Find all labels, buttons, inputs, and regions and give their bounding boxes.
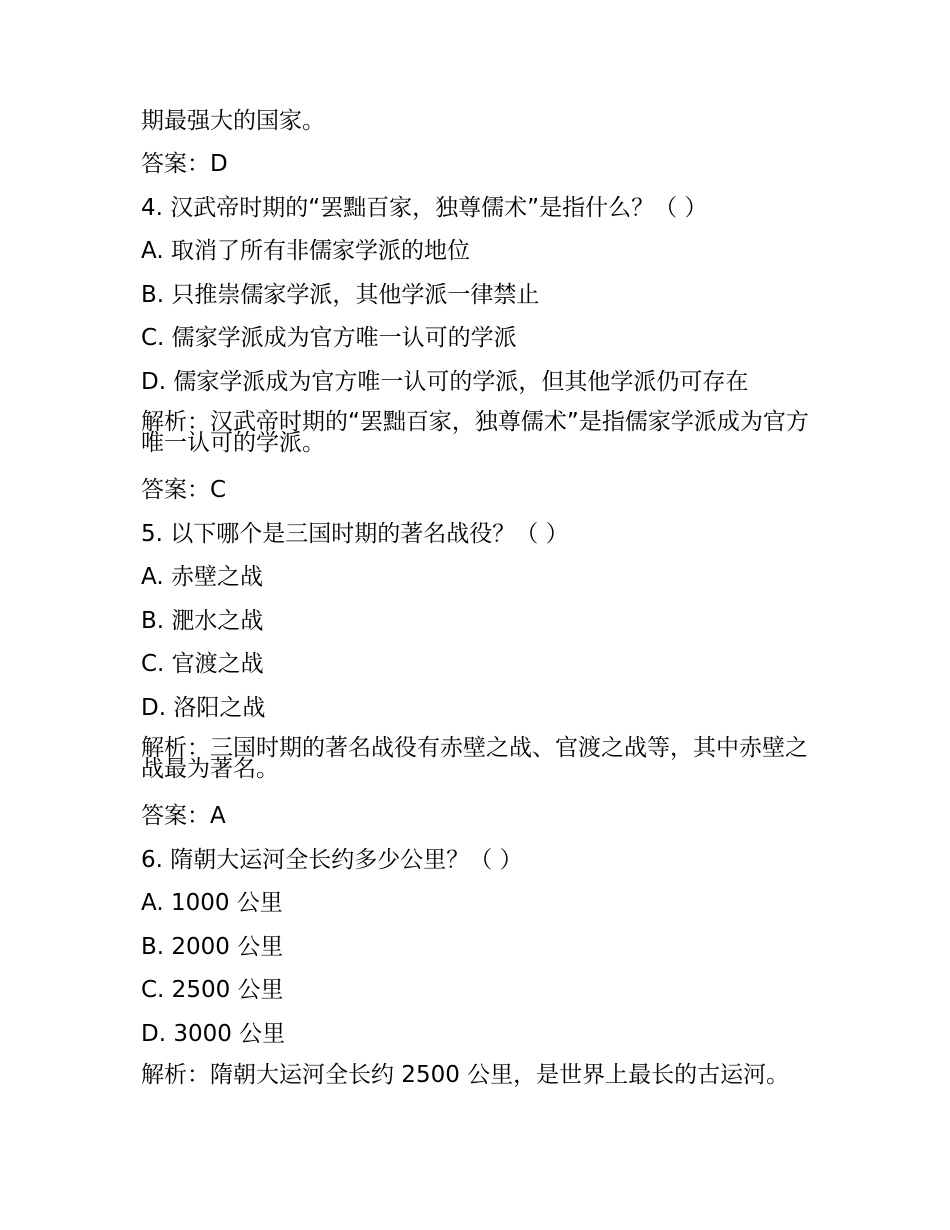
question-4-option-c: C. 儒家学派成为官方唯一认可的学派 xyxy=(141,325,517,351)
question-4-stem: 4. 汉武帝时期的“罢黜百家，独尊儒术”是指什么？（ ） xyxy=(141,195,708,221)
question-4-option-d: D. 儒家学派成为官方唯一认可的学派，但其他学派仍可存在 xyxy=(141,369,749,395)
continuation-text: 期最强大的国家。 xyxy=(141,108,325,134)
question-5-option-a: A. 赤壁之战 xyxy=(141,564,263,590)
question-5-answer: 答案：A xyxy=(141,803,226,829)
question-5-option-c: C. 官渡之战 xyxy=(141,651,264,677)
question-5-analysis: 解析：三国时期的著名战役有赤壁之战、官渡之战等，其中赤壁之战最为著名。 xyxy=(141,735,808,782)
answer-prev: 答案：D xyxy=(141,151,228,177)
question-6-analysis: 解析：隋朝大运河全长约 2500 公里，是世界上最长的古运河。 xyxy=(141,1062,790,1088)
question-4-option-b: B. 只推崇儒家学派，其他学派一律禁止 xyxy=(141,282,540,308)
question-5-stem: 5. 以下哪个是三国时期的著名战役？（ ） xyxy=(141,521,569,547)
question-5-option-d: D. 洛阳之战 xyxy=(141,695,266,721)
question-5-option-b: B. 淝水之战 xyxy=(141,608,264,634)
question-6-stem: 6. 隋朝大运河全长约多少公里？（ ） xyxy=(141,847,523,873)
question-4-option-a: A. 取消了所有非儒家学派的地位 xyxy=(141,238,470,264)
question-4-answer: 答案：C xyxy=(141,477,227,503)
question-6-option-b: B. 2000 公里 xyxy=(141,934,284,960)
question-6-option-c: C. 2500 公里 xyxy=(141,977,284,1003)
question-6-option-a: A. 1000 公里 xyxy=(141,890,283,916)
question-4-analysis: 解析：汉武帝时期的“罢黜百家，独尊儒术”是指儒家学派成为官方唯一认可的学派。 xyxy=(141,409,809,456)
question-6-option-d: D. 3000 公里 xyxy=(141,1021,286,1047)
